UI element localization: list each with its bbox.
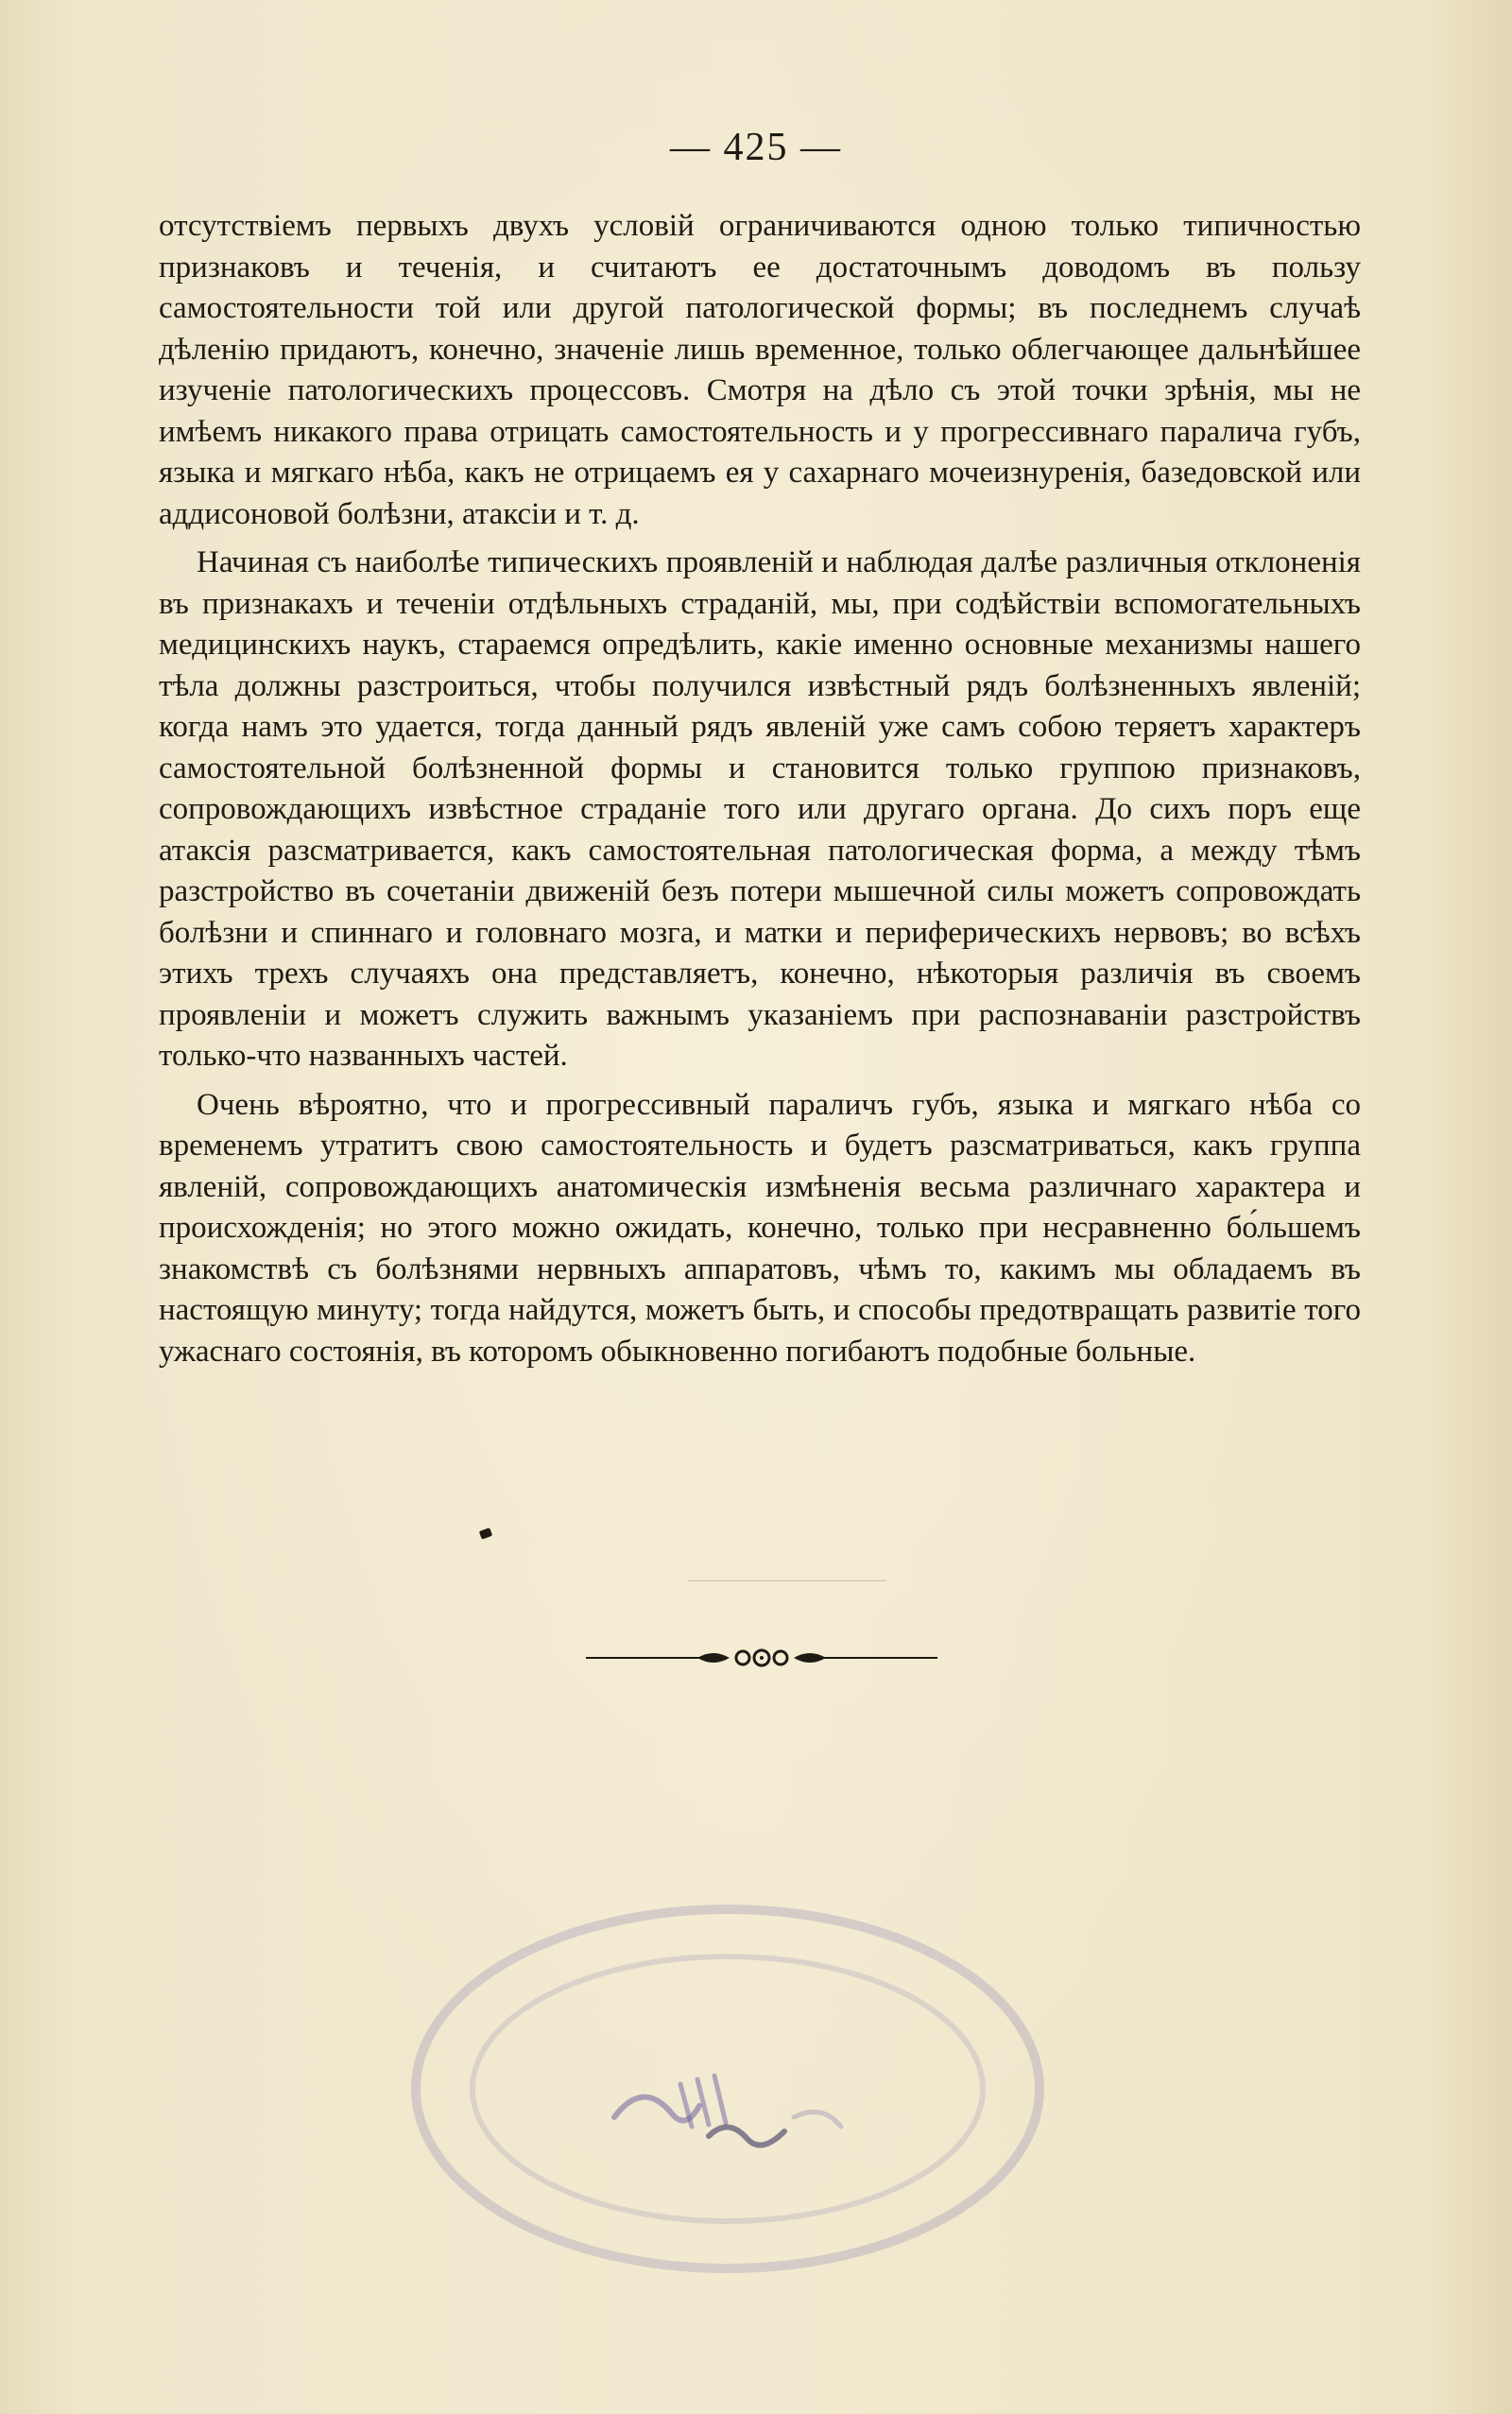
faint-rule: [688, 1580, 886, 1581]
paragraph-1: отсутствіемъ первыхъ двухъ условій ограничиваются одною только типичностью признаковъ и теченія, и считаютъ ее достаточнымъ доводомъ въ пользу самостоятельности той или другой патологической формы; въ последнемъ случаѣ дѣленію придаютъ, конечно, значеніе лишь временное, только облегчающее дальнѣйшее изученіе патологическихъ процессовъ. Смотря на дѣло съ этой точки зрѣнія, мы не имѣемъ никакого права отрицать самостоятельность и у прогрессивнаго паралича губъ, языка и мягкаго нѣба, какъ не отрицаемъ ея у сахарнаго мочеизнуренія, базедовской или аддисоновой болѣзни, атаксіи и т. д.: [159, 209, 1361, 531]
stamp-icon: [397, 1890, 1058, 2287]
ink-mark: [479, 1527, 492, 1540]
paragraph-2: Начиная съ наиболѣе типическихъ проявленій и наблюдая далѣе различныя отклоненія въ признакахъ и теченіи отдѣльныхъ страданій, мы, при содѣйствіи вспомогательныхъ медицинскихъ наукъ, стараемся опредѣлить, какіе именно основные механизмы нашего тѣла должны разстроиться, чтобы получился извѣстный рядъ болѣзненныхъ явленій; когда намъ это удается, тогда данный рядъ явленій уже самъ собою теряетъ характеръ самостоятельной болѣзненной формы и становится только группою признаковъ, сопровождающихъ извѣстное страданіе того или другаго органа. До сихъ поръ еще атаксія разсматривается, какъ самостоятельная патологическая форма, а между тѣмъ разстройство въ сочетаніи движеній безъ потери мышечной силы можетъ сопровождать болѣзни и спиннаго и головнаго мозга, и матки и периферическихъ нервовъ; во всѣхъ этихъ трехъ случаяхъ она представляетъ, конечно, нѣкоторыя различія въ своемъ проявленіи и можетъ служить важнымъ указаніемъ при распознаваніи разстройствъ только-что названныхъ частей.: [159, 545, 1361, 1073]
paragraph-3: Очень вѣроятно, что и прогрессивный параличъ губъ, языка и мягкаго нѣба со временемъ утратитъ свою самостоятельность и будетъ разсматриваться, какъ группа явленій, сопровождающихъ анатомическія измѣненія весьма различнаго характера и происхожденія; но этого можно ожидать, конечно, только при несравненно бо́льшемъ знакомствѣ съ болѣзнями нервныхъ аппаратовъ, чѣмъ то, какимъ мы обладаемъ въ настоящую минуту; тогда найдутся, можетъ быть, и способы предотвращать развитіе того ужаснаго состоянія, въ которомъ обыкновенно погибаютъ подобные больные.: [159, 1087, 1361, 1369]
ornament-icon: [586, 1641, 937, 1675]
page-number: — 425 —: [670, 126, 842, 169]
body-text: [159, 206, 1361, 1380]
